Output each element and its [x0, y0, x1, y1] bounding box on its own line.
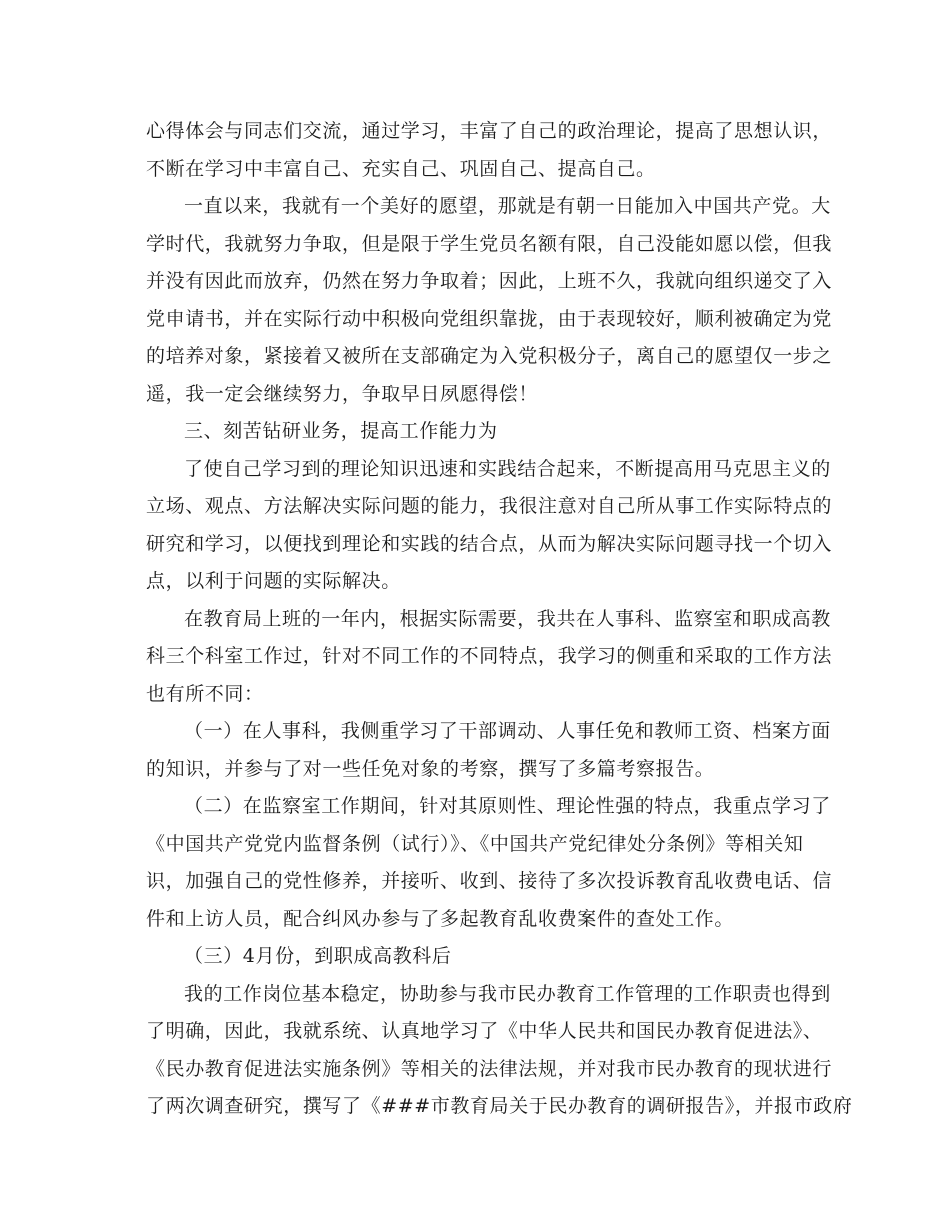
document-body — [146, 113, 853, 1126]
text-line: 《民办教育促进法实施条例》等相关的法律法规，并对我市民办教育的现状进行 — [146, 1057, 833, 1080]
text-line: 我的工作岗位基本稳定，协助参与我市民办教育工作管理的工作职责也得到 — [184, 982, 831, 1005]
text-line: 也有所不同： — [146, 682, 264, 705]
text-line: 在教育局上班的一年内，根据实际需要，我共在人事科、监察室和职成高教 — [184, 607, 831, 630]
text-line: 的培养对象，紧接着又被所在支部确定为入党积极分子，离自己的愿望仅一步之 — [146, 345, 833, 367]
text-line: 遥，我一定会继续努力，争取早日夙愿得偿！ — [146, 382, 539, 405]
text-line: 的知识，并参与了对一些任免对象的考察，撰写了多篇考察报告。 — [146, 757, 715, 780]
text-line: 一直以来，我就有一个美好的愿望，那就是有朝一日能加入中国共产党。大 — [184, 195, 831, 217]
text-line: （二）在监察室工作期间，针对其原则性、理论性强的特点，我重点学习了 — [184, 795, 831, 817]
text-line: （一）在人事科，我侧重学习了干部调动、人事任免和教师工资、档案方面 — [184, 720, 831, 742]
text-line: （三）4月份，到职成高教科后 — [184, 945, 452, 967]
text-line: 研究和学习，以便找到理论和实践的结合点，从而为解决实际问题寻找一个切入 — [146, 532, 833, 555]
text-line: 件和上访人员，配合纠风办参与了多起教育乱收费案件的查处工作。 — [146, 907, 735, 930]
text-line: 三、刻苦钻研业务，提高工作能力为 — [184, 420, 498, 442]
text-line: 《中国共产党党内监督条例（试行）》、《中国共产党纪律处分条例》等相关知 — [146, 832, 804, 855]
text-line: 识，加强自己的党性修养，并接听、收到、接待了多次投诉教育乱收费电话、信 — [146, 870, 833, 892]
text-line: 心得体会与同志们交流，通过学习，丰富了自己的政治理论，提高了思想认识， — [146, 120, 833, 142]
text-line: 党申请书，并在实际行动中积极向党组织靠拢，由于表现较好，顺利被确定为党 — [146, 307, 833, 330]
text-line: 学时代，我就努力争取，但是限于学生党员名额有限，自己没能如愿以偿，但我 — [146, 232, 833, 255]
text-line: 立场、观点、方法解决实际问题的能力，我很注意对自己所从事工作实际特点的 — [146, 495, 833, 517]
text-line: 了使自己学习到的理论知识迅速和实践结合起来，不断提高用马克思主义的 — [184, 457, 831, 480]
text-line: 了两次调查研究，撰写了《###市教育局关于民办教育的调研报告》，并报市政府 — [146, 1095, 853, 1117]
text-line: 点，以利于问题的实际解决。 — [146, 570, 401, 592]
text-line: 不断在学习中丰富自己、充实自己、巩固自己、提高自己。 — [146, 157, 656, 180]
text-line: 并没有因此而放弃，仍然在努力争取着；因此，上班不久，我就向组织递交了入 — [146, 270, 833, 292]
text-line: 科三个科室工作过，针对不同工作的不同特点，我学习的侧重和采取的工作方法 — [146, 645, 833, 667]
text-line: 了明确，因此，我就系统、认真地学习了《中华人民共和国民办教育促进法》、 — [146, 1020, 823, 1042]
